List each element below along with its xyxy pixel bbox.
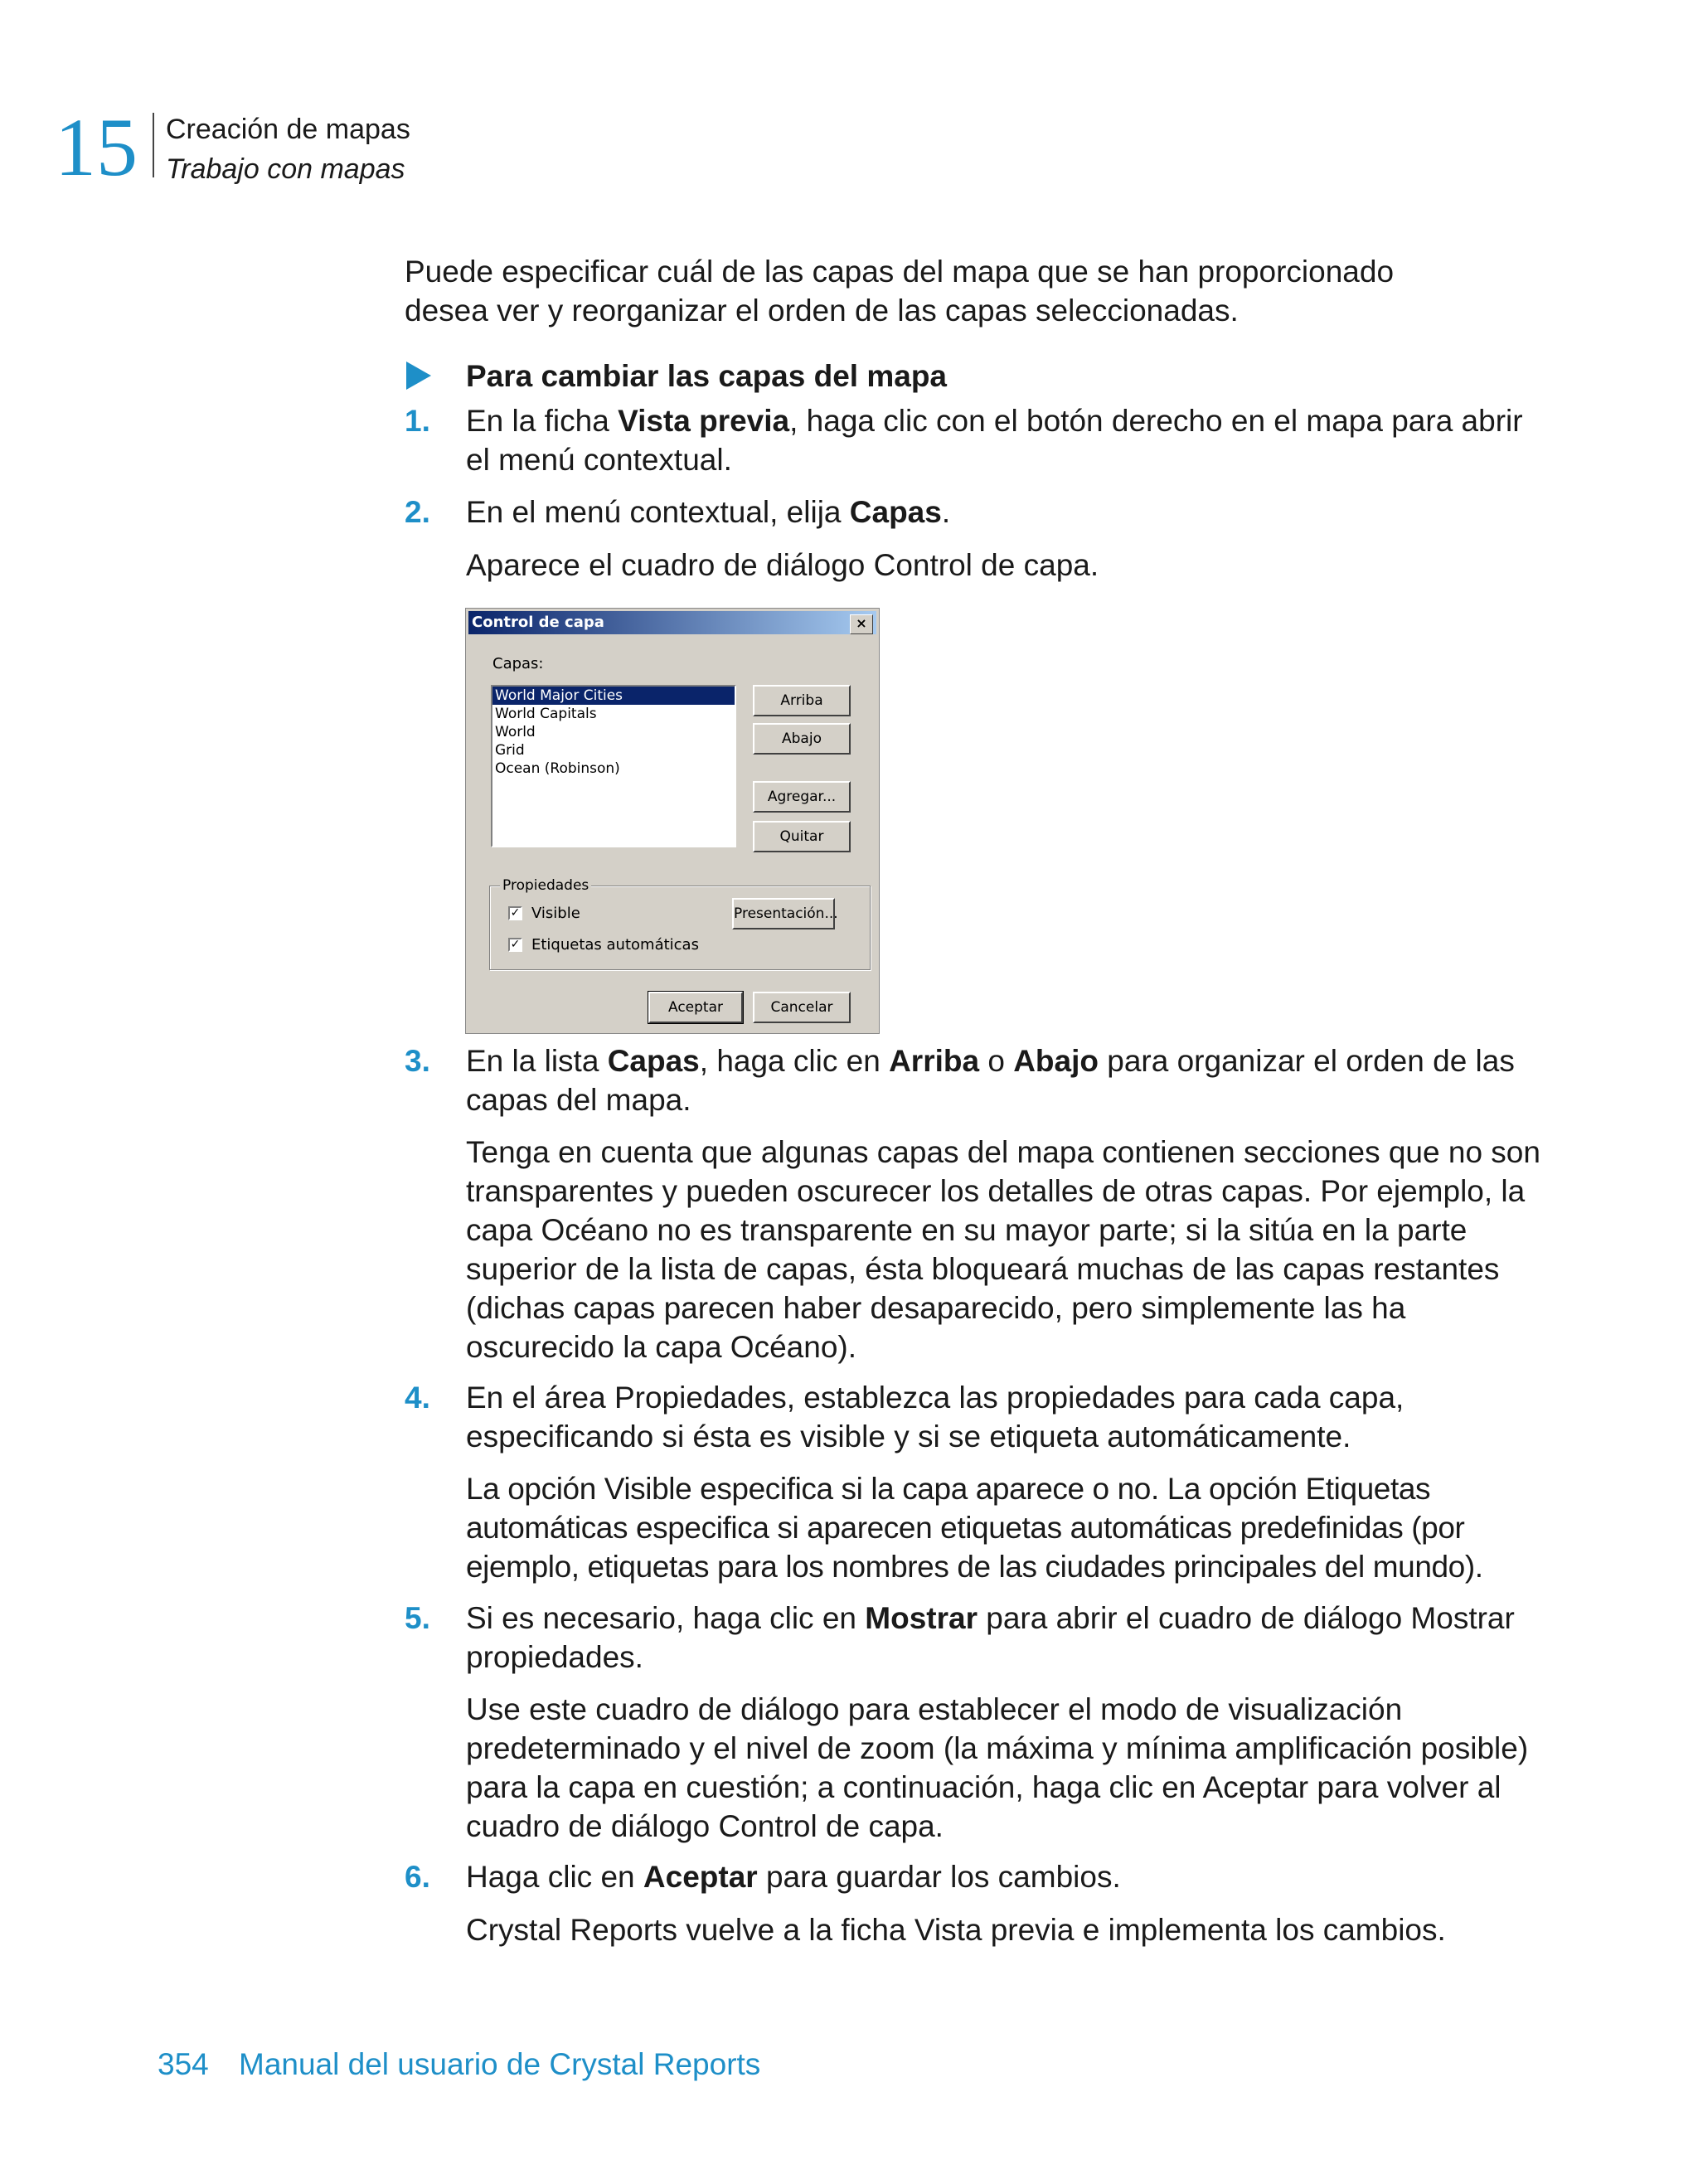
step-1-text: En la ficha Vista previa, haga clic con el botón derecho en el mapa para abrir el menú contextual. [466,404,1523,477]
list-item[interactable]: Ocean (Robinson) [495,760,620,777]
step-5-text: Si es necesario, haga clic en Mostrar para abrir el cuadro de diálogo Mostrar propiedades. [466,1601,1515,1674]
ok-button[interactable]: Aceptar [648,992,743,1023]
properties-label: Propiedades [500,876,591,895]
layers-label: Capas: [492,655,544,672]
procedure-heading: Para cambiar las capas del mapa [466,359,948,393]
visible-checkbox[interactable]: ✓ [508,906,522,920]
step-2-note: Aparece el cuadro de diálogo Control de capa. [466,548,1099,582]
chapter-number: 15 [55,101,138,193]
step-5-note: Use este cuadro de diálogo para establecer el modo de visualización predeterminado y el nivel de zoom (la máxima y mínima amplificación posible) para la capa en cuestión; a continuación, haga clic en Aceptar para volver al cuadro de diálogo Control de capa. [466,1692,1529,1843]
step-4-text: En el área Propiedades, establezca las propiedades para cada capa, especificando si ésta es visible y si se etiqueta automáticamente. [466,1381,1404,1454]
header-divider [153,113,154,177]
close-icon[interactable]: × [850,614,873,634]
book-title: Manual del usuario de Crystal Reports [239,2047,761,2081]
auto-labels-checkbox[interactable]: ✓ [508,938,522,952]
step-6-number: 6. [405,1860,430,1894]
list-item[interactable]: World Major Cities [492,687,735,705]
auto-labels-label: Etiquetas automáticas [531,936,699,954]
section-title: Trabajo con mapas [166,153,405,185]
step-2-text: En el menú contextual, elija Capas. [466,495,951,529]
step-3-text: En la lista Capas, haga clic en Arriba o Abajo para organizar el orden de las capas del mapa. [466,1044,1515,1117]
step-2-number: 2. [405,495,430,529]
step-3-note: Tenga en cuenta que algunas capas del mapa contienen secciones que no son transparentes y pueden oscurecer los detalles de otras capas. Por ejemplo, la capa Océano no es transparente en su mayor parte; si la sitúa en la parte superior de la lista de capas, ésta bloqueará muchas de las capas restantes (dichas capas parecen haber desaparecido, pero simplemente las ha oscurecido la capa Océano). [466,1135,1540,1364]
add-button[interactable]: Agregar... [753,781,851,813]
step-3-number: 3. [405,1044,430,1078]
page-number: 354 [158,2047,209,2081]
step-6-text: Haga clic en Aceptar para guardar los cambios. [466,1860,1121,1894]
step-4-note: La opción Visible especifica si la capa aparece o no. La opción Etiquetas automáticas especifica si aparecen etiquetas automáticas predefinidas (por ejemplo, etiquetas para los nombres de las ciudades principales del mundo). [466,1472,1483,1584]
list-item[interactable]: Grid [495,742,525,759]
intro-paragraph: Puede especificar cuál de las capas del mapa que se han proporcionado desea ver y reorganizar el orden de las capas seleccionadas. [405,255,1395,328]
step-1-number: 1. [405,404,430,438]
chapter-title: Creación de mapas [166,114,410,145]
properties-group [489,877,871,970]
visible-label: Visible [531,905,580,922]
dialog-titlebar [468,611,876,634]
procedure-arrow-icon [406,362,431,390]
up-button[interactable]: Arriba [753,685,851,716]
remove-button[interactable]: Quitar [753,821,851,852]
list-item[interactable]: World Capitals [495,706,597,722]
presentation-button[interactable]: Presentación... [732,898,835,929]
cancel-button[interactable]: Cancelar [753,992,851,1023]
dialog-title: Control de capa [472,614,604,631]
step-5-number: 5. [405,1601,430,1635]
down-button[interactable]: Abajo [753,723,851,755]
list-item[interactable]: World [495,724,536,740]
step-6-note: Crystal Reports vuelve a la ficha Vista previa e implementa los cambios. [466,1913,1446,1947]
step-4-number: 4. [405,1381,430,1415]
layer-control-dialog [465,608,880,1034]
layers-listbox[interactable] [491,685,736,847]
